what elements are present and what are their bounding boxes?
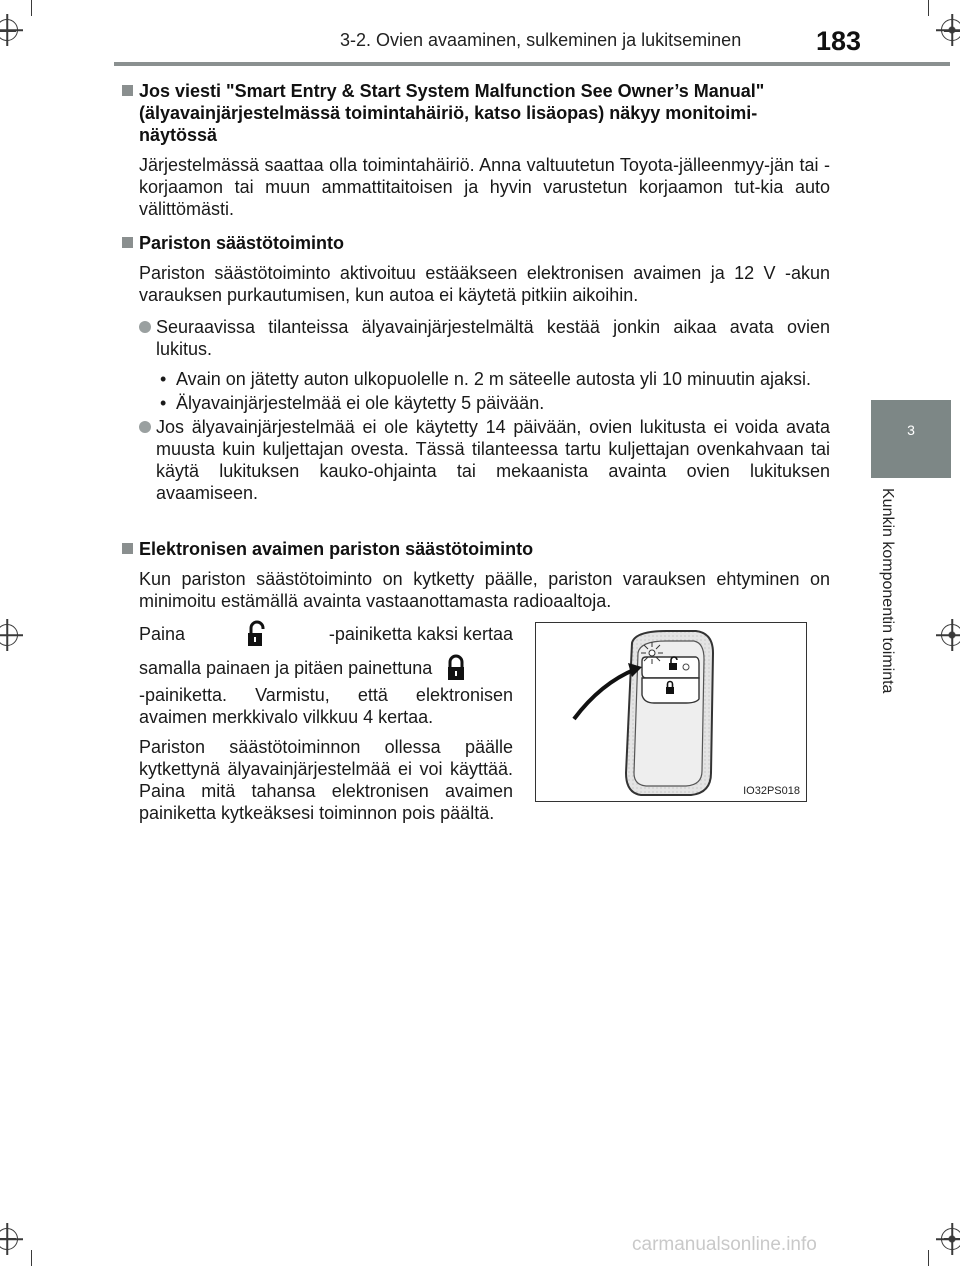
crop-mark-icon (31, 0, 32, 16)
list-item-text: Jos älyavainjärjestelmää ei ole käytetty 14 päivään, ovien lukitusta ei voida avata muusta kuin kuljettajan ovesta. Tässä tilanteessa tartu kuljettajan ovenkahvaan tai käytä lukituksen kauko-ohjainta tai mekaanista avainta ovien lukituksen avaamiseen. (156, 417, 830, 503)
list-item-text: Avain on jätetty auton ulkopuolelle n. 2 m säteelle autosta yli 10 minuutin ajaksi. (176, 369, 812, 389)
crop-mark-icon (928, 0, 929, 16)
crop-mark-icon (31, 1250, 32, 1266)
list-item (122, 316, 830, 360)
list-item-text: Seuraavissa tilanteissa älyavainjärjestelmältä kestää jonkin aikaa avata ovien lukitus. (156, 317, 830, 359)
header-rule (114, 62, 950, 66)
square-bullet-icon (122, 85, 133, 96)
crop-mark-icon (928, 1250, 929, 1266)
heading-text: Elektronisen avaimen pariston säästötoiminto (139, 539, 534, 559)
procedure-note: Pariston säästötoiminnon ollessa päälle kytkettynä älyavainjärjestelmää ei voi käyttää. Paina mitä tahansa elektronisen avaimen painiketta kytkeäksesi toiminnon pois päältä. (139, 737, 513, 823)
page-number: 183 (816, 26, 862, 56)
section-heading (122, 538, 830, 560)
circle-bullet-icon (139, 321, 151, 333)
dot-bullet-icon: • (160, 369, 167, 389)
smart-entry-section (122, 80, 830, 220)
electronic-key-icon (536, 623, 805, 800)
section-body: Järjestelmässä saattaa olla toimintahäiriö. Anna valtuutetun Toyota-jälleenmyy-jän tai -korjaamon tai muun ammattitaitoisen ja hyvin varustetun korjaamon tut-kia auto välittömästi. (139, 155, 830, 219)
crop-mark-icon (0, 31, 16, 32)
chapter-number: 3 (907, 422, 915, 438)
list-item-text: Älyavainjärjestelmää ei ole käytetty 5 päivään. (176, 393, 545, 413)
square-bullet-icon (122, 237, 133, 248)
dot-bullet-icon: • (160, 393, 167, 413)
section-heading (122, 232, 830, 254)
list-item (122, 392, 830, 414)
section-body: Pariston säästötoiminto aktivoituu estääkseen elektronisen avaimen ja 12 V -akun varauksen purkautumisen, kun autoa ei käytetä pitkiin aikoihin. (139, 263, 830, 305)
chapter-label-text: Kunkin komponentin toiminta (879, 488, 896, 694)
battery-saving-section (122, 232, 830, 504)
watermark: carmanualsonline.info (632, 1234, 817, 1255)
key-illustration (535, 622, 807, 802)
registration-mark-icon (0, 624, 18, 646)
figure-code: IO32PS018 (743, 785, 800, 797)
heading-text: Pariston säästötoiminto (139, 233, 345, 253)
registration-mark-icon (0, 19, 18, 41)
crop-mark-icon (0, 1238, 16, 1239)
procedure-text-part: samalla painaen ja pitäen painettuna (139, 658, 433, 678)
procedure-text-part: Paina (139, 624, 186, 644)
registration-mark-icon (941, 624, 960, 646)
square-bullet-icon (122, 543, 133, 554)
lock-icon (446, 654, 466, 682)
section-title: 3-2. Ovien avaaminen, sulkeminen ja lukitseminen (340, 30, 742, 50)
list-item (122, 368, 830, 390)
heading-text: Jos viesti "Smart Entry & Start System Malfunction See Owner’s Manual" (älyavainjärjestelmässä toimintahäiriö, katso lisäopas) näkyy monitoimi-näytössä (139, 81, 765, 145)
procedure-line-2 (139, 654, 513, 682)
key-battery-section (122, 538, 830, 612)
crop-mark-icon (944, 31, 960, 32)
registration-mark-icon (0, 1228, 18, 1250)
chapter-label (878, 488, 898, 736)
procedure-line-1 (139, 620, 513, 648)
unlock-icon (247, 620, 267, 648)
procedure-text-part: -painiketta kaksi kertaa (328, 624, 513, 644)
registration-mark-icon (941, 1228, 960, 1250)
arrow-icon (574, 669, 636, 719)
list-item (122, 416, 830, 504)
chapter-tab (871, 400, 951, 478)
procedure-text (139, 620, 513, 824)
procedure-line-3: -painiketta. Varmistu, että elektronisen avaimen merkkivalo vilkkuu 4 kertaa. (139, 685, 513, 727)
indicator-light-icon (641, 642, 663, 664)
circle-bullet-icon (139, 421, 151, 433)
registration-mark-icon (941, 19, 960, 41)
section-heading (122, 80, 830, 146)
crop-mark-icon (944, 1238, 960, 1239)
section-body: Kun pariston säästötoiminto on kytketty päälle, pariston varauksen ehtyminen on minimoitu estämällä avainta vastaanottamasta radioaaltoja. (139, 569, 830, 611)
